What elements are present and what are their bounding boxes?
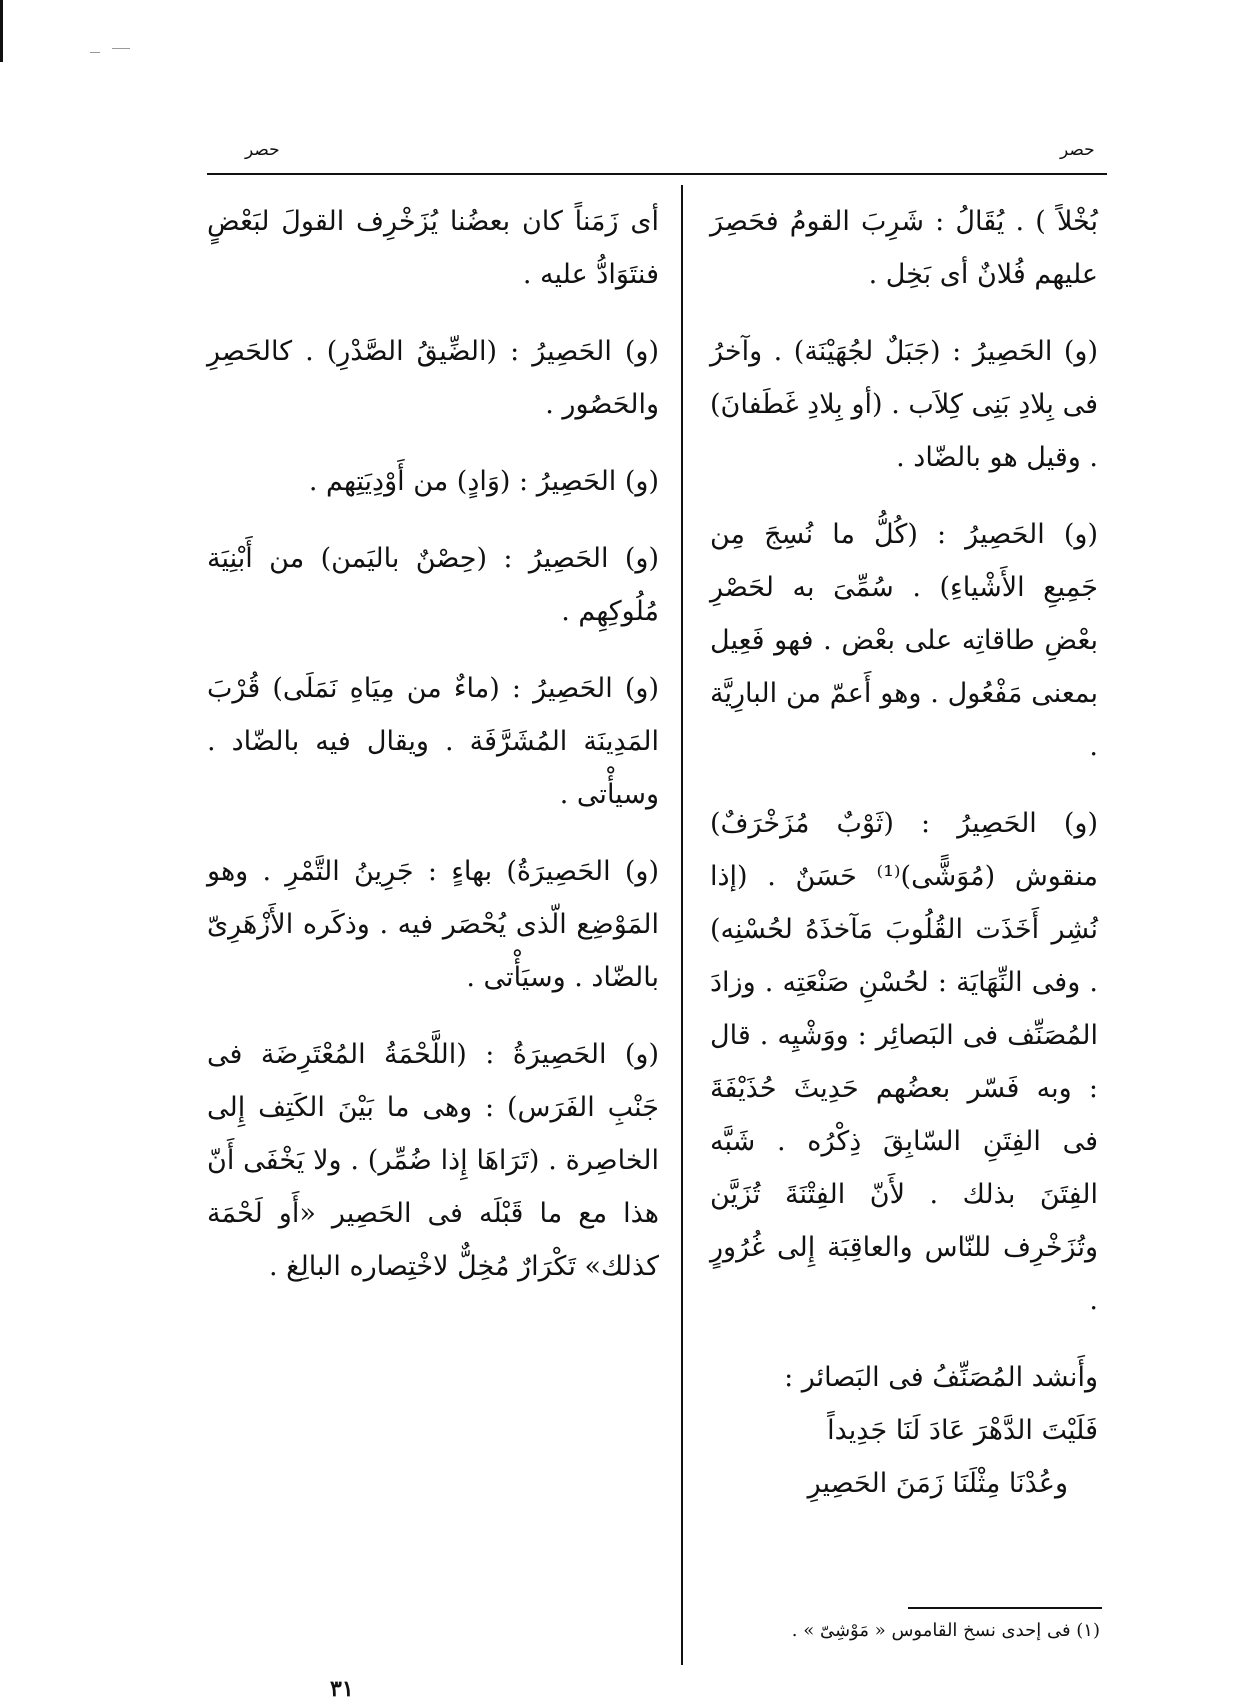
entry-paragraph: أى زَمَناً كان بعضُنا يُزَخْرِف القولَ لبَعْضٍ فنتَوَادُّ عليه . [207, 206, 659, 290]
entry-paragraph: (و) الحَصِيرُ : (كُلُّ ما نُسِجَ مِن جَمِيعِ الأَشْياءِ) . سُمِّىَ به لحَصْرِ بعْضِ طاقاتِه على بعْض . فهو فَعِيل بمعنى مَفْعُول . وهو أَعمّ من البارِيَّة . [710, 519, 1098, 762]
scan-speck [90, 52, 100, 53]
scan-edge-mark [0, 0, 3, 62]
entry-paragraph: بُخْلاً ) . يُقَالُ : شَرِبَ القومُ فحَصِرَ عليهم فُلانٌ أى بَخِل . [710, 206, 1098, 290]
entry-paragraph: (و) الحَصِيرُ : (جَبَلٌ لجُهَيْنَة) . وآخرُ فى بِلادِ بَنِى كِلاَب . (أو بِلادِ غَطَفانَ) . وقيل هو بالضّاد . [710, 336, 1098, 473]
footnote-rule [908, 1607, 1102, 1609]
running-header-left: حصر [245, 140, 280, 160]
entry-paragraph: (و) الحَصِيرُ : (الضِّيقُ الصَّدْرِ) . كالحَصِرِ والحَصُور . [207, 336, 659, 420]
column-divider [681, 185, 683, 1665]
header-rule [207, 173, 1107, 175]
entry-paragraph: (و) الحَصِيرُ : (وَادٍ) من أَوْدِيَتِهم . [308, 466, 659, 497]
verse-line: فَلَيْتَ الدَّهْرَ عَادَ لَنَا جَدِيداً [827, 1415, 1098, 1446]
entry-paragraph: وأَنشد المُصَنِّفُ فى البَصائر : [784, 1362, 1098, 1393]
entry-paragraph: (و) الحَصِيرُ : (ثَوْبٌ مُزَخْرَفٌ) منقوش (مُوَشًّى)⁽¹⁾ حَسَنٌ . (إذا نُشِر أَخَذَت القُلُوبَ مَآخذَهُ لحُسْنِه) . وفى النِّهَايَة : لحُسْنِ صَنْعَتِه . وزادَ المُصَنِّف فى البَصائِر : ووَشْيِه . قال : وبه فَسّر بعضُهم حَدِيثَ حُذَيْفَةَ فى الفِتَنِ السّابِقَ ذِكْرُه . شَبَّه الفِتَنَ بذلك . لأَنّ الفِتْنَةَ تُزَيَّن وتُزَخْرِف للنّاس والعاقِبَة إِلى غُرُورٍ . [710, 808, 1098, 1316]
entry-paragraph: (و) الحَصِيرُ : (حِصْنٌ باليَمن) من أَبْنِيَة مُلُوكِهِم . [207, 543, 659, 627]
verse-line: وعُدْنَا مِثْلَنَا زَمَنَ الحَصِيرِ [807, 1468, 1068, 1499]
scan-speck [112, 48, 130, 49]
right-column [710, 195, 1098, 1510]
page-number: ٣١ [330, 1676, 354, 1702]
entry-paragraph: (و) الحَصِيرَةُ) بهاءٍ : جَرِينُ التَّمْرِ . وهو المَوْضِع الّذى يُحْصَر فيه . وذكَره الأَزْهَرِىّ بالضّاد . وسيَأْتى . [207, 856, 659, 993]
running-header-right: حصر [1060, 140, 1095, 160]
left-column [207, 195, 659, 1317]
entry-paragraph: (و) الحَصِيرُ : (ماءٌ من مِيَاهِ نَمَلَى) قُرْبَ المَدِينَة المُشَرَّفَة . ويقال فيه بالضّاد . وسيأْتى . [207, 673, 659, 810]
footnote: (١) فى إحدى نسخ القاموس « مَوْشِىّ » . [791, 1620, 1100, 1641]
entry-paragraph: (و) الحَصِيرَةُ : (اللَّحْمَةُ المُعْتَرِضَة فى جَنْبِ الفَرَس) : وهى ما بَيْنَ الكَتِف إِلى الخاصِرة . (تَرَاهَا إِذا ضُمِّر) . ولا يَخْفَى أَنّ هذا مع ما قَبْلَه فى الحَصِير «أَو لَحْمَة كذلك» تَكْرَارٌ مُخِلٌّ لاخْتِصاره البالِغ . [207, 1039, 659, 1282]
